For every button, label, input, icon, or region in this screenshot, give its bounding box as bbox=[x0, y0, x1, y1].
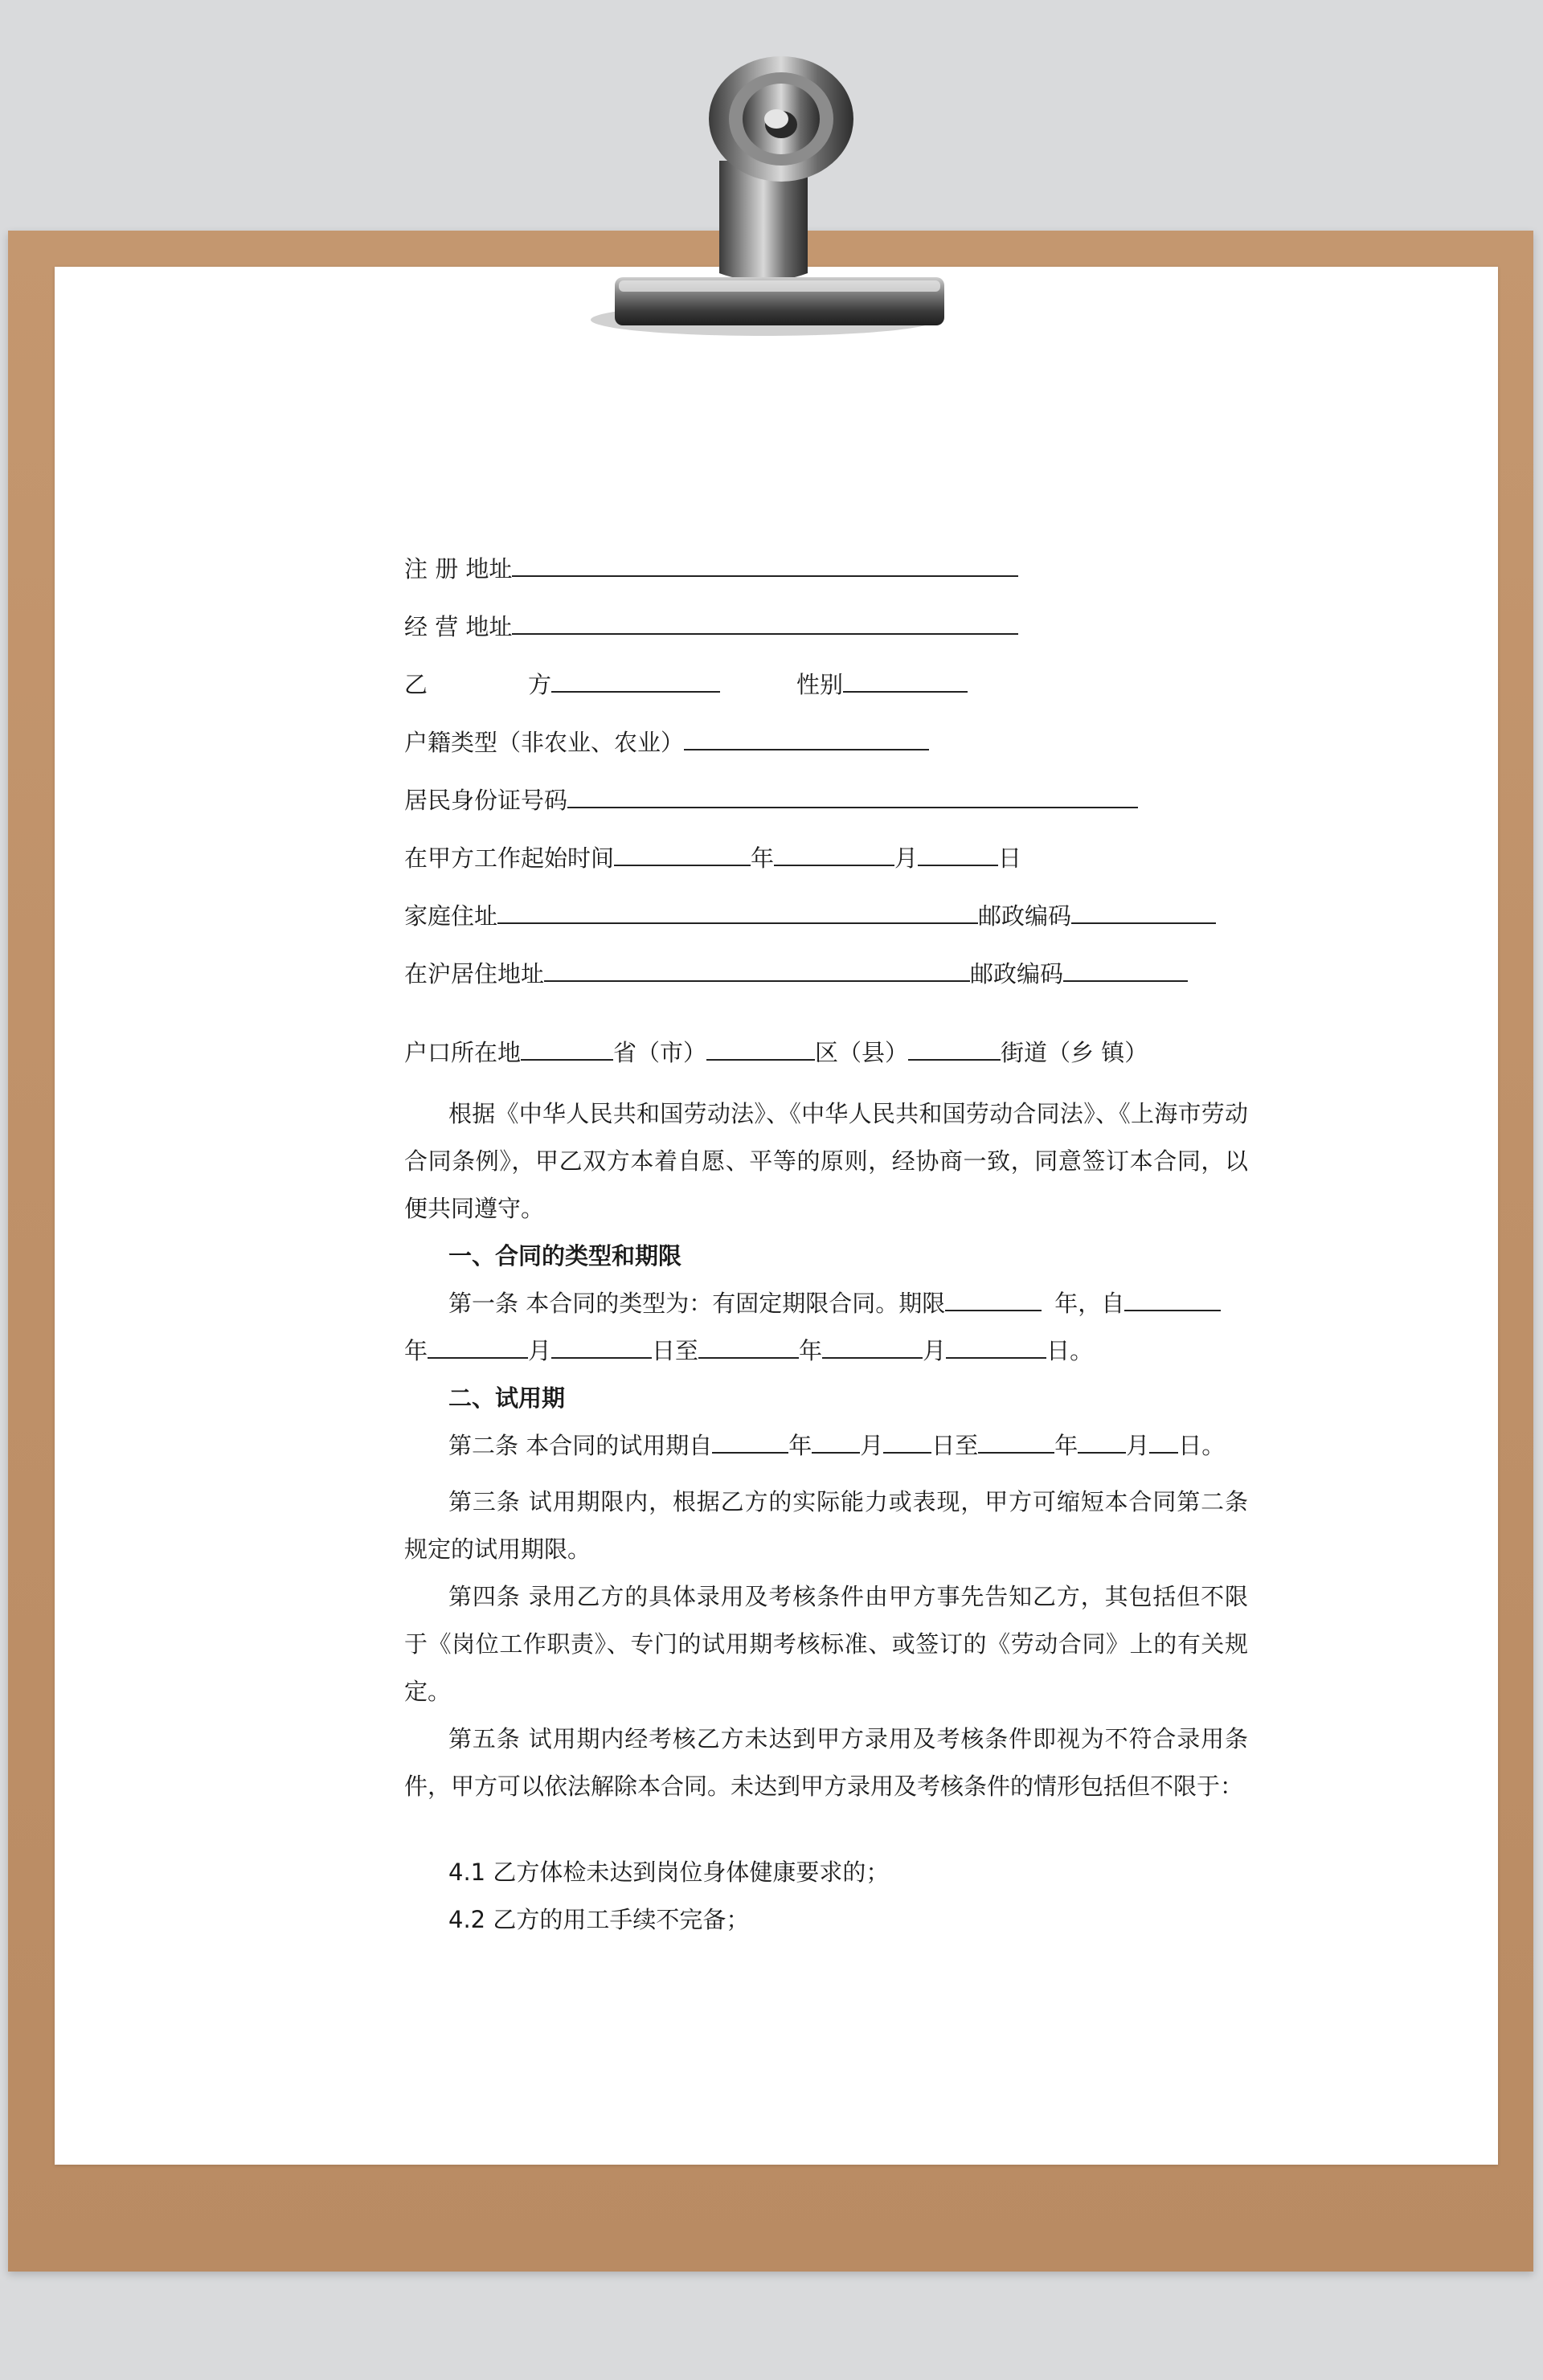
binder-clip-icon bbox=[579, 48, 948, 354]
start-day-blank[interactable] bbox=[918, 844, 998, 866]
article1-text-b: 年，自 bbox=[1054, 1290, 1125, 1317]
home-address-blank[interactable] bbox=[497, 902, 978, 924]
art1-month2-blank[interactable] bbox=[822, 1336, 923, 1359]
start-time-label: 在甲方工作起始时间 bbox=[404, 844, 615, 872]
art2-year-label: 年 bbox=[788, 1432, 812, 1459]
party-b-blank[interactable] bbox=[551, 670, 720, 693]
home-postcode-label: 邮政编码 bbox=[978, 902, 1072, 930]
art2-month2-label: 月 bbox=[1126, 1432, 1150, 1459]
sh-address-blank[interactable] bbox=[544, 959, 970, 982]
id-number-row bbox=[404, 786, 1138, 815]
hukou-type-label: 户籍类型（非农业、农业） bbox=[404, 729, 685, 756]
start-year-blank[interactable] bbox=[614, 844, 751, 866]
art1-year-label: 年 bbox=[404, 1337, 428, 1364]
start-year-label: 年 bbox=[751, 844, 775, 872]
biz-address-label: 经 营 地址 bbox=[404, 613, 513, 640]
art2-month-label: 月 bbox=[860, 1432, 884, 1459]
art1-month-label: 月 bbox=[528, 1337, 552, 1364]
article1-line2 bbox=[404, 1336, 1093, 1365]
section2-title: 二、试用期 bbox=[448, 1384, 566, 1412]
article1-text-a: 第一条 本合同的类型为：有固定期限合同。期限 bbox=[448, 1290, 946, 1317]
article2-text-a: 第二条 本合同的试用期自 bbox=[448, 1432, 713, 1459]
street-label: 街道（乡 镇） bbox=[1001, 1039, 1148, 1066]
gender-label: 性别 bbox=[796, 671, 844, 698]
art2-year2-label: 年 bbox=[1054, 1432, 1078, 1459]
item-4-1: 4.1 乙方体检未达到岗位身体健康要求的； bbox=[448, 1859, 890, 1886]
party-b-label: 乙 bbox=[404, 671, 428, 698]
reg-address-label: 注 册 地址 bbox=[404, 555, 513, 583]
article4-paragraph: 第四条 录用乙方的具体录用及考核条件由甲方事先告知乙方，其包括但不限于《岗位工作职责》、专门的试用期考核标准、或签订的《劳动合同》上的有关规定。 bbox=[404, 1583, 1248, 1705]
home-postcode-blank[interactable] bbox=[1071, 902, 1216, 924]
reg-address-row bbox=[404, 554, 1018, 583]
street-blank[interactable] bbox=[908, 1038, 1001, 1061]
district-label: 区（县） bbox=[815, 1039, 909, 1066]
art1-dayto-label: 日至 bbox=[652, 1337, 699, 1364]
art2-dayto-label: 日至 bbox=[931, 1432, 979, 1459]
art1-year2-blank[interactable] bbox=[698, 1336, 799, 1359]
hukou-type-row bbox=[404, 728, 929, 757]
home-address-label: 家庭住址 bbox=[404, 902, 498, 930]
art2-month-blank[interactable] bbox=[812, 1431, 860, 1454]
party-b-row bbox=[404, 670, 968, 699]
hukou-place-row bbox=[404, 1038, 1148, 1067]
district-blank[interactable] bbox=[706, 1038, 815, 1061]
article1-line1 bbox=[448, 1289, 1221, 1318]
art2-year2-blank[interactable] bbox=[978, 1431, 1054, 1454]
art1-day-blank[interactable] bbox=[551, 1336, 652, 1359]
item-4-2: 4.2 乙方的用工手续不完备； bbox=[448, 1906, 750, 1933]
sh-address-label: 在沪居住地址 bbox=[404, 960, 545, 988]
article3-paragraph: 第三条 试用期限内，根据乙方的实际能力或表现，甲方可缩短本合同第二条规定的试用期限。 bbox=[404, 1488, 1248, 1563]
art2-month2-blank[interactable] bbox=[1078, 1431, 1126, 1454]
art1-month-blank[interactable] bbox=[428, 1336, 528, 1359]
start-time-row bbox=[404, 844, 1021, 873]
province-label: 省（市） bbox=[613, 1039, 707, 1066]
hukou-place-label: 户口所在地 bbox=[404, 1039, 522, 1066]
id-number-label: 居民身份证号码 bbox=[404, 787, 568, 814]
reg-address-blank[interactable] bbox=[512, 554, 1018, 577]
gender-blank[interactable] bbox=[843, 670, 968, 693]
art2-end-label: 日。 bbox=[1178, 1432, 1226, 1459]
art2-year-blank[interactable] bbox=[712, 1431, 788, 1454]
sh-postcode-label: 邮政编码 bbox=[970, 960, 1064, 988]
art1-month2-label: 月 bbox=[923, 1337, 947, 1364]
sh-postcode-blank[interactable] bbox=[1063, 959, 1188, 982]
start-month-label: 月 bbox=[894, 844, 919, 872]
article2-line bbox=[448, 1431, 1225, 1460]
party-b-fang: 方 bbox=[528, 671, 552, 698]
province-blank[interactable] bbox=[521, 1038, 613, 1061]
art1-from-blank[interactable] bbox=[1124, 1289, 1221, 1311]
intro-paragraph: 根据《中华人民共和国劳动法》、《中华人民共和国劳动合同法》、《上海市劳动合同条例》，甲乙双方本着自愿、平等的原则，经协商一致，同意签订本合同，以便共同遵守。 bbox=[404, 1100, 1248, 1222]
home-address-row bbox=[404, 902, 1216, 930]
art1-year2-label: 年 bbox=[799, 1337, 823, 1364]
biz-address-blank[interactable] bbox=[512, 612, 1018, 635]
art1-end-label: 日。 bbox=[1046, 1337, 1094, 1364]
id-number-blank[interactable] bbox=[567, 786, 1138, 808]
art1-period-blank[interactable] bbox=[945, 1289, 1042, 1311]
start-month-blank[interactable] bbox=[774, 844, 894, 866]
hukou-type-blank[interactable] bbox=[684, 728, 929, 750]
sh-address-row bbox=[404, 959, 1188, 988]
section1-title: 一、合同的类型和期限 bbox=[448, 1242, 682, 1270]
art2-day2-blank[interactable] bbox=[1149, 1431, 1178, 1454]
contract-paper bbox=[55, 267, 1498, 2165]
start-day-label: 日 bbox=[998, 844, 1022, 872]
article5-paragraph: 第五条 试用期内经考核乙方未达到甲方录用及考核条件即视为不符合录用条件，甲方可以依法解除本合同。未达到甲方录用及考核条件的情形包括但不限于： bbox=[404, 1725, 1248, 1800]
art1-day2-blank[interactable] bbox=[946, 1336, 1046, 1359]
art2-day-blank[interactable] bbox=[883, 1431, 931, 1454]
biz-address-row bbox=[404, 612, 1018, 641]
